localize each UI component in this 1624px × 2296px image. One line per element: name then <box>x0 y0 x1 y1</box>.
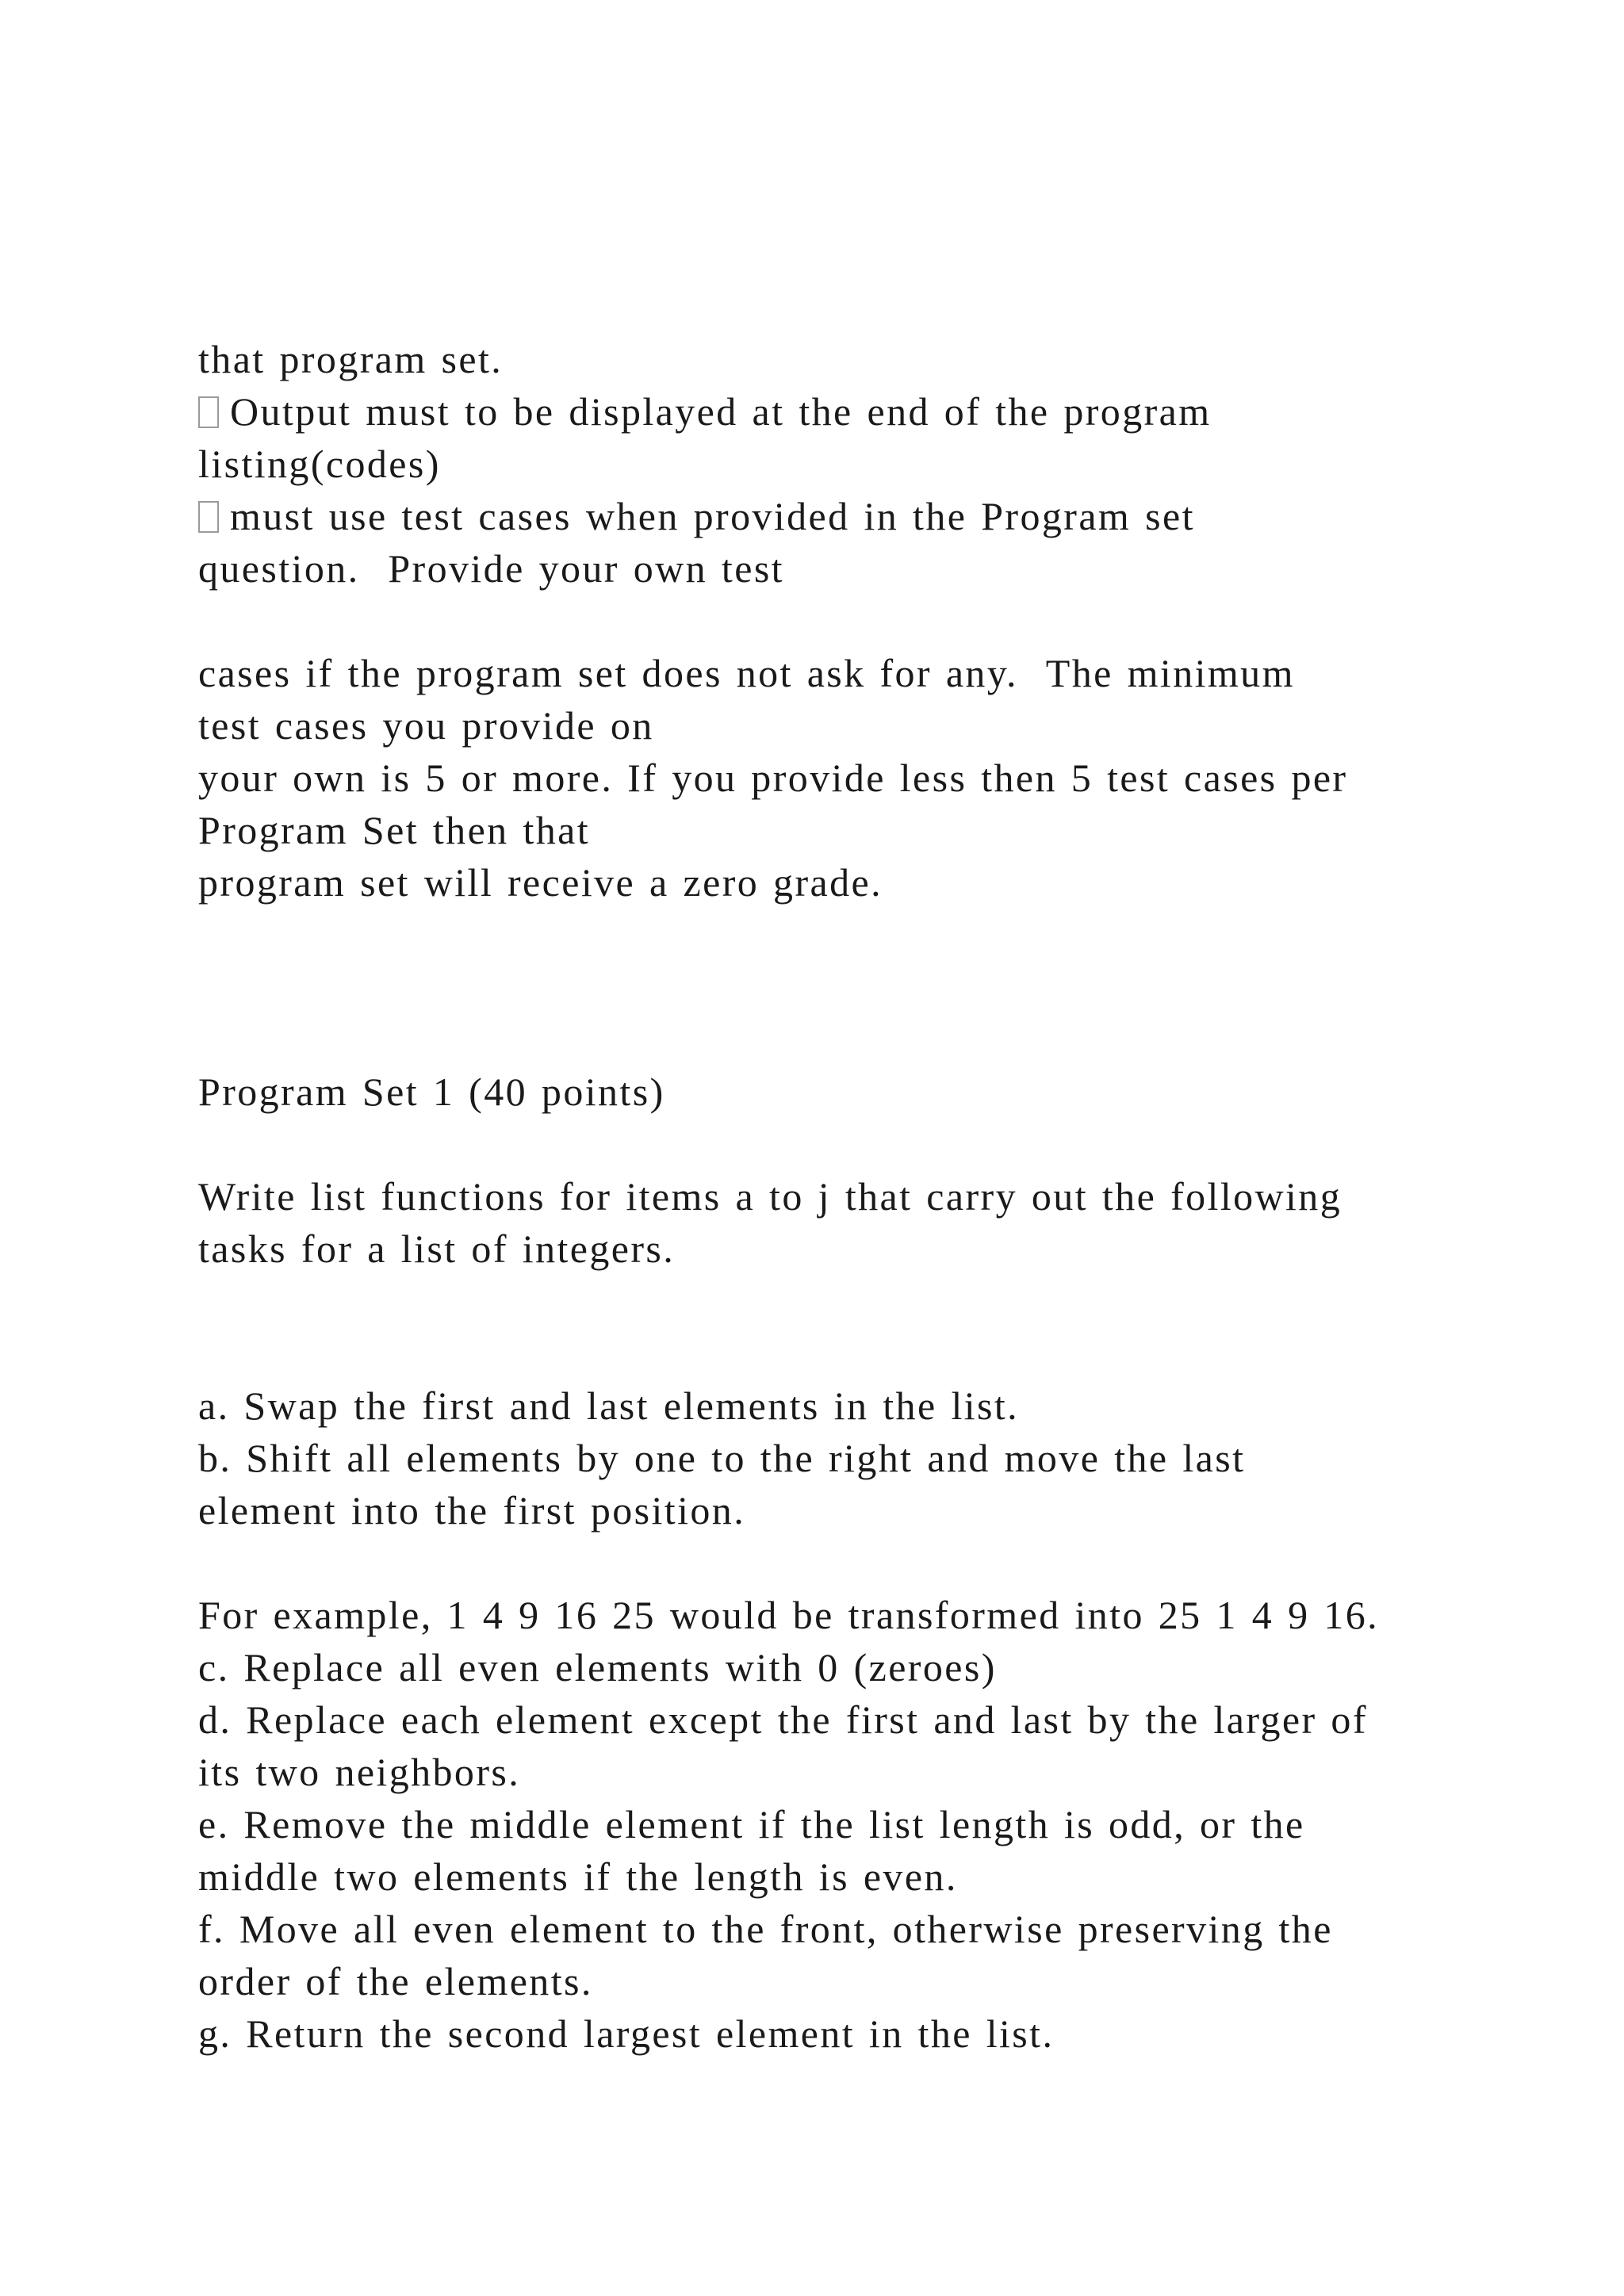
text-line: Write list functions for items a to j that carry out the following <box>198 1174 1342 1219</box>
missing-glyph-box-icon <box>198 501 219 533</box>
blank-line <box>198 1536 1507 1589</box>
text-line: cases if the program set does not ask for any. The minimum <box>198 651 1295 695</box>
text-line: element into the first position. <box>198 1488 746 1533</box>
text-line: middle two elements if the length is even. <box>198 1854 958 1899</box>
text-line: that program set. <box>198 337 504 381</box>
text-line: tasks for a list of integers. <box>198 1226 676 1271</box>
text-line: listing(codes) <box>198 442 441 486</box>
list-item: e. Remove the middle element if the list length is odd, or the <box>198 1802 1305 1846</box>
blank-line <box>198 1013 1507 1066</box>
text-line: order of the elements. <box>198 1959 593 2003</box>
blank-line <box>198 1327 1507 1380</box>
list-item: b. Shift all elements by one to the right and move the last <box>198 1436 1246 1480</box>
text-line: question. Provide your own test <box>198 546 784 591</box>
blank-line <box>198 595 1507 647</box>
list-item: g. Return the second largest element in the list. <box>198 2011 1055 2056</box>
blank-line <box>198 1275 1507 1327</box>
section-heading: Program Set 1 (40 points) <box>198 1070 665 1114</box>
blank-line <box>198 961 1507 1013</box>
text-line: test cases you provide on <box>198 703 654 748</box>
text-line: your own is 5 or more. If you provide less then 5 test cases per <box>198 756 1348 800</box>
text-line: For example, 1 4 9 16 25 would be transformed into 25 1 4 9 16. <box>198 1593 1380 1637</box>
blank-line <box>198 909 1507 961</box>
document-body <box>198 333 1507 2060</box>
bullet-line <box>198 385 1507 438</box>
blank-line <box>198 1118 1507 1170</box>
list-item: c. Replace all even elements with 0 (zeroes) <box>198 1645 997 1689</box>
list-item: f. Move all even element to the front, otherwise preserving the <box>198 1907 1333 1951</box>
bullet-text: Output must to be displayed at the end of the program <box>230 389 1212 434</box>
text-line: Program Set then that <box>198 808 591 852</box>
list-item: a. Swap the first and last elements in the list. <box>198 1383 1020 1428</box>
bullet-line <box>198 490 1507 542</box>
text-line: its two neighbors. <box>198 1750 521 1794</box>
missing-glyph-box-icon <box>198 396 219 428</box>
bullet-text: must use test cases when provided in the Program set <box>230 494 1195 538</box>
list-item: d. Replace each element except the first and last by the larger of <box>198 1697 1368 1742</box>
text-line: program set will receive a zero grade. <box>198 860 883 905</box>
